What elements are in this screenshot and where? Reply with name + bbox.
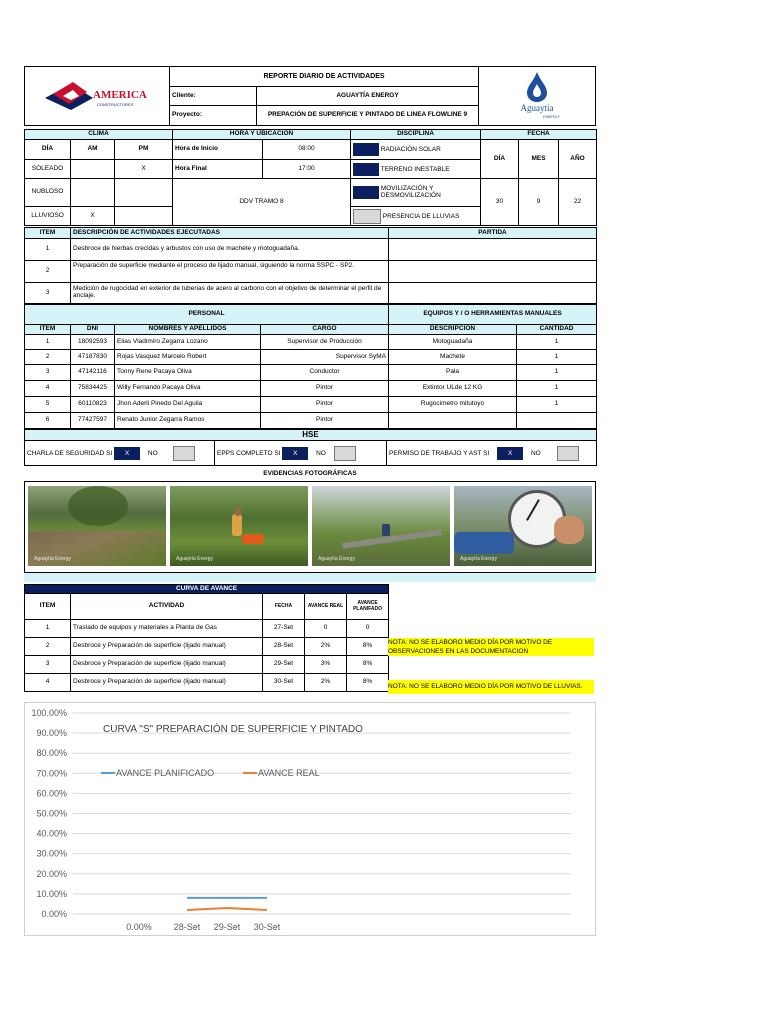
report-title: REPORTE DIARIO DE ACTIVIDADES xyxy=(170,67,479,87)
activities-table xyxy=(24,227,597,304)
fecha-dia-label: DÍA xyxy=(481,140,519,179)
activities-desc-header: DESCRIPCIÓN DE ACTIVIDADES EJECUTADAS xyxy=(71,228,389,239)
personal-name: Elias Vladimiro Zegarra Lozano xyxy=(115,335,261,350)
hse-charla-si-box[interactable]: X xyxy=(114,447,140,460)
curva-item: 1 xyxy=(25,620,71,638)
disciplina-label: MOVILIZACIÓN Y DESMOVILIZACIÓN xyxy=(380,184,441,199)
table-row xyxy=(25,413,597,429)
personal-cargo: Pintor xyxy=(261,397,389,413)
disciplina-title: DISCIPLINA xyxy=(351,130,481,140)
curva-item-header: ITEM xyxy=(25,594,71,620)
curva-fecha: 29-Set xyxy=(263,656,305,674)
location-value: DDV TRAMO 8 xyxy=(173,179,351,226)
table-row xyxy=(25,283,597,304)
equipo-cant xyxy=(517,413,597,429)
table-row xyxy=(25,261,597,283)
disciplina-label: PRESENCIA DE LLUVIAS xyxy=(382,212,460,220)
clima-am-cell: X xyxy=(71,207,115,226)
x-tick-label: 0.00% xyxy=(126,922,152,932)
series-line xyxy=(187,908,267,910)
hse-si-label: SI xyxy=(483,449,490,457)
hse-charla-label: CHARLA DE SEGURIDAD xyxy=(27,449,105,457)
clima-am-cell xyxy=(71,160,115,179)
company-logo-icon xyxy=(43,80,95,112)
personal-dni-header: DNI xyxy=(71,325,115,335)
table-row xyxy=(25,674,389,692)
personal-cargo: Supervisor de Producción xyxy=(261,335,389,350)
personal-dni: 60110823 xyxy=(71,397,115,413)
hse-si-label: SI xyxy=(274,449,281,457)
disciplina-label: TERRENO INESTABLE xyxy=(380,165,450,173)
hse-charla xyxy=(25,441,215,466)
y-tick-label: 100.00% xyxy=(31,708,67,718)
hora-final-value: 17:00 xyxy=(263,160,351,179)
curva-table xyxy=(24,584,389,692)
evidencias-title: EVIDENCIAS FOTOGRÁFICAS xyxy=(263,470,357,477)
table-row xyxy=(25,397,597,413)
activity-partida xyxy=(389,261,597,283)
clima-am-cell xyxy=(71,179,115,207)
table-row xyxy=(25,335,597,350)
curva-real: 2% xyxy=(305,674,347,692)
hse-epps xyxy=(215,441,387,466)
curva-act: Traslado de equipos y materiales a Planta de Gas xyxy=(71,620,263,638)
personal-cargo: Pintor xyxy=(261,413,389,429)
hse-no-label: NO xyxy=(147,449,158,457)
clima-col-am: AM xyxy=(71,140,115,160)
hse-permiso-no-box[interactable] xyxy=(557,446,579,461)
fecha-mes-value: 9 xyxy=(519,179,559,226)
photo-caption: Aguaytía Energy xyxy=(318,555,355,562)
y-tick-label: 30.00% xyxy=(36,848,67,859)
y-tick-label: 70.00% xyxy=(36,768,67,779)
client-logo-icon xyxy=(527,72,547,102)
personal-dni: 18092593 xyxy=(71,335,115,350)
table-row xyxy=(25,350,597,365)
personal-name: Tonny Rene Pacaya Oliva xyxy=(115,365,261,381)
equipo-desc: Machete xyxy=(389,350,517,365)
curva-item: 4 xyxy=(25,674,71,692)
personal-name: Willy Fernando Pacaya Oliva xyxy=(115,381,261,397)
clima-pm-cell xyxy=(115,207,173,226)
client-logo-name: Aguaytia xyxy=(520,103,554,113)
photo-2[interactable] xyxy=(170,486,308,566)
curva-act: Desbroce y Preparación de superficie (lijado manual) xyxy=(71,638,263,656)
personal-name: Jhon Aderli Pinedo Del Aguila xyxy=(115,397,261,413)
personal-item: 6 xyxy=(25,413,71,429)
disciplina-item xyxy=(351,179,481,207)
table-row xyxy=(25,620,389,638)
personal-cargo: Supervisor SyMA xyxy=(261,350,389,365)
nota-2: NOTA: NO SE ELABORO MEDIO DÍA POR MOTIVO DE LLUVIAS. xyxy=(388,680,594,694)
photo-caption: Aguaytía Energy xyxy=(34,555,71,562)
personal-name: Renato Junior Zegarra Ramos xyxy=(115,413,261,429)
client-label: Cliente: xyxy=(170,87,257,106)
activities-partida-header: PARTIDA xyxy=(389,228,597,239)
photo-1[interactable] xyxy=(28,486,166,566)
curva-real: 3% xyxy=(305,656,347,674)
clima-col-dia: DÍA xyxy=(25,140,71,160)
clima-pm-cell: X xyxy=(115,160,173,179)
hse-permiso-si-box[interactable]: X xyxy=(497,447,523,460)
equipos-cant-header: CANTIDAD xyxy=(517,325,597,335)
photo-caption: Aguaytía Energy xyxy=(460,555,497,562)
hse-no-label: NO xyxy=(316,449,326,457)
personal-item: 3 xyxy=(25,365,71,381)
disciplina-check-icon xyxy=(353,143,379,156)
evidencias-bottom-strip xyxy=(24,573,596,582)
hse-epps-label: EPPS COMPLETO xyxy=(217,449,273,457)
curva-item: 3 xyxy=(25,656,71,674)
photo-caption: Aguaytía Energy xyxy=(176,555,213,562)
disciplina-check-icon xyxy=(353,186,379,199)
activity-partida xyxy=(389,239,597,261)
table-row xyxy=(25,656,389,674)
curva-plan: 8% xyxy=(347,674,389,692)
personal-dni: 47142116 xyxy=(71,365,115,381)
hora-inicio-value: 08:00 xyxy=(263,140,351,160)
table-row xyxy=(25,239,597,261)
curva-act-header: ACTIVIDAD xyxy=(71,594,263,620)
x-tick-label: 28-Set xyxy=(173,922,201,932)
equipo-desc: Pala xyxy=(389,365,517,381)
personal-item: 1 xyxy=(25,335,71,350)
client-logo-sub: ENERGY xyxy=(543,114,560,119)
curva-act: Desbroce y Preparación de superficie (lijado manual) xyxy=(71,674,263,692)
table-row xyxy=(25,365,597,381)
activity-item: 3 xyxy=(25,283,71,304)
clima-row-label: SOLEADO xyxy=(25,160,71,179)
clima-title: CLIMA xyxy=(25,130,173,140)
project-value: PREPACIÓN DE SUPERFICIE Y PINTADO DE LINEA FLOWLINE 9 xyxy=(257,106,479,126)
y-tick-label: 0.00% xyxy=(41,909,67,919)
clima-row-label: LLUVIOSO xyxy=(25,207,71,226)
activity-item: 1 xyxy=(25,239,71,261)
clima-row-label: NUBLOSO xyxy=(25,179,71,207)
x-tick-label: 30-Set xyxy=(253,922,281,932)
curva-plan: 0 xyxy=(347,620,389,638)
client-value: AGUAYTÍA ENERGY xyxy=(257,87,479,106)
legend-label: AVANCE PLANIFICADO xyxy=(116,768,215,778)
y-tick-label: 60.00% xyxy=(36,788,67,799)
activities-item-header: ITEM xyxy=(25,228,71,239)
company-name: AMERICA xyxy=(93,89,147,101)
fecha-anio-label: AÑO xyxy=(559,140,597,179)
activity-desc: Medición de rugocidad en exterior de tuberias de acero al carbono con el objetivo de determinar el perfil de anclaje. xyxy=(71,283,389,304)
curva-plan: 8% xyxy=(347,638,389,656)
personal-dni: 77427597 xyxy=(71,413,115,429)
activity-partida xyxy=(389,283,597,304)
personal-item: 4 xyxy=(25,381,71,397)
fecha-title: FECHA xyxy=(481,130,597,140)
personal-item-header: ITEM xyxy=(25,325,71,335)
hse-permiso-label: PERMISO DE TRABAJO Y AST xyxy=(389,449,482,457)
equipo-desc: Rugocimetro mitutoyo xyxy=(389,397,517,413)
curva-s-chart xyxy=(24,702,596,936)
clima-col-pm: PM xyxy=(115,140,173,160)
x-tick-label: 29-Set xyxy=(213,922,241,932)
hora-final-label: Hora Final xyxy=(173,160,263,179)
curva-title: CURVA DE AVANCE xyxy=(25,585,389,594)
photo-4[interactable] xyxy=(454,486,592,566)
equipos-title: EQUIPOS Y / O HERRAMIENTAS MANUALES xyxy=(389,305,597,325)
equipos-desc-header: DESCRIPCIÓN xyxy=(389,325,517,335)
hse-no-label: NO xyxy=(530,449,541,457)
legend-label: AVANCE REAL xyxy=(258,768,320,778)
y-tick-label: 40.00% xyxy=(36,828,67,839)
header-table xyxy=(24,66,596,126)
personal-table xyxy=(24,304,597,429)
curva-fecha: 28-Set xyxy=(263,638,305,656)
fecha-mes-label: MES xyxy=(519,140,559,179)
y-tick-label: 80.00% xyxy=(36,748,67,759)
personal-cargo: Conductor xyxy=(261,365,389,381)
fecha-anio-value: 22 xyxy=(559,179,597,226)
equipo-cant: 1 xyxy=(517,397,597,413)
disciplina-item xyxy=(351,160,481,179)
hse-charla-no-box[interactable] xyxy=(173,446,195,461)
equipo-cant: 1 xyxy=(517,335,597,350)
conditions-table xyxy=(24,129,597,226)
activity-item: 2 xyxy=(25,261,71,283)
evidencias-panel xyxy=(24,481,596,573)
curva-fecha-header: FECHA xyxy=(263,594,305,620)
y-tick-label: 50.00% xyxy=(36,808,67,819)
curva-real: 0 xyxy=(305,620,347,638)
hse-epps-no-box[interactable] xyxy=(334,446,356,461)
disciplina-check-icon xyxy=(353,163,379,176)
curva-act: Desbroce y Preparación de superficie (lijado manual) xyxy=(71,656,263,674)
personal-item: 2 xyxy=(25,350,71,365)
nota-1: NOTA: NO SE ELABORO MEDIO DÍA POR MOTIVO DE OBSERVACIONES EN LAS DOCUMENTACION xyxy=(388,638,594,656)
curva-fecha: 27-Set xyxy=(263,620,305,638)
personal-cargo: Pintor xyxy=(261,381,389,397)
equipo-cant: 1 xyxy=(517,365,597,381)
disciplina-item xyxy=(351,207,481,226)
client-logo-cell xyxy=(479,67,596,126)
equipo-cant: 1 xyxy=(517,350,597,365)
company-subtitle: CONSTRUCTORES xyxy=(97,102,134,107)
table-row xyxy=(25,381,597,397)
y-tick-label: 90.00% xyxy=(36,728,67,739)
personal-title: PERSONAL xyxy=(25,305,389,325)
curva-plan-header: AVANCE PLANIFADO xyxy=(347,594,389,620)
chart-title: CURVA "S" PREPARACIÓN DE SUPERFICIE Y PINTADO xyxy=(103,724,363,735)
personal-cargo-header: CARGO xyxy=(261,325,389,335)
hora-title: HORA Y UBICACIÓN xyxy=(173,130,351,140)
hse-epps-si-box[interactable]: X xyxy=(282,447,308,460)
hse-table xyxy=(24,429,597,466)
y-tick-label: 20.00% xyxy=(36,868,67,879)
activity-desc: Desbroce de hierbas crecidas y arbustos con uso de machete y motoguadaña. xyxy=(71,239,389,261)
equipo-desc xyxy=(389,413,517,429)
y-tick-label: 10.00% xyxy=(36,888,67,899)
clima-pm-cell xyxy=(115,179,173,207)
fecha-dia-value: 30 xyxy=(481,179,519,226)
personal-name: Rojas Vasquez Marcelo Robert xyxy=(115,350,261,365)
curva-item: 2 xyxy=(25,638,71,656)
equipo-desc: Motoguadaña xyxy=(389,335,517,350)
chart-svg xyxy=(25,703,595,935)
equipo-desc: Extintor ULde 12 KG xyxy=(389,381,517,397)
activity-desc: Preparación de superficie mediante el proceso de lijado manual, siguiendo la norma SSPC - SP2. xyxy=(71,261,389,283)
curva-fecha: 30-Set xyxy=(263,674,305,692)
personal-item: 5 xyxy=(25,397,71,413)
photo-3[interactable] xyxy=(312,486,450,566)
disciplina-label: RADIACIÓN SOLAR xyxy=(380,146,441,154)
hse-si-label: SI xyxy=(106,449,113,457)
curva-plan: 8% xyxy=(347,656,389,674)
personal-dni: 47187830 xyxy=(71,350,115,365)
personal-dni: 75834425 xyxy=(71,381,115,397)
hse-title: HSE xyxy=(25,430,597,441)
hse-permiso xyxy=(387,441,597,466)
personal-name-header: NOMBRES Y APELLIDOS xyxy=(115,325,261,335)
curva-real-header: AVANCE REAL xyxy=(305,594,347,620)
curva-real: 2% xyxy=(305,638,347,656)
table-row xyxy=(25,638,389,656)
hora-inicio-label: Hora de Inicio xyxy=(173,140,263,160)
project-label: Proyecto: xyxy=(170,106,257,126)
company-logo-cell xyxy=(25,67,170,126)
equipo-cant: 1 xyxy=(517,381,597,397)
disciplina-item xyxy=(351,140,481,160)
disciplina-unchecked-icon xyxy=(353,209,381,224)
